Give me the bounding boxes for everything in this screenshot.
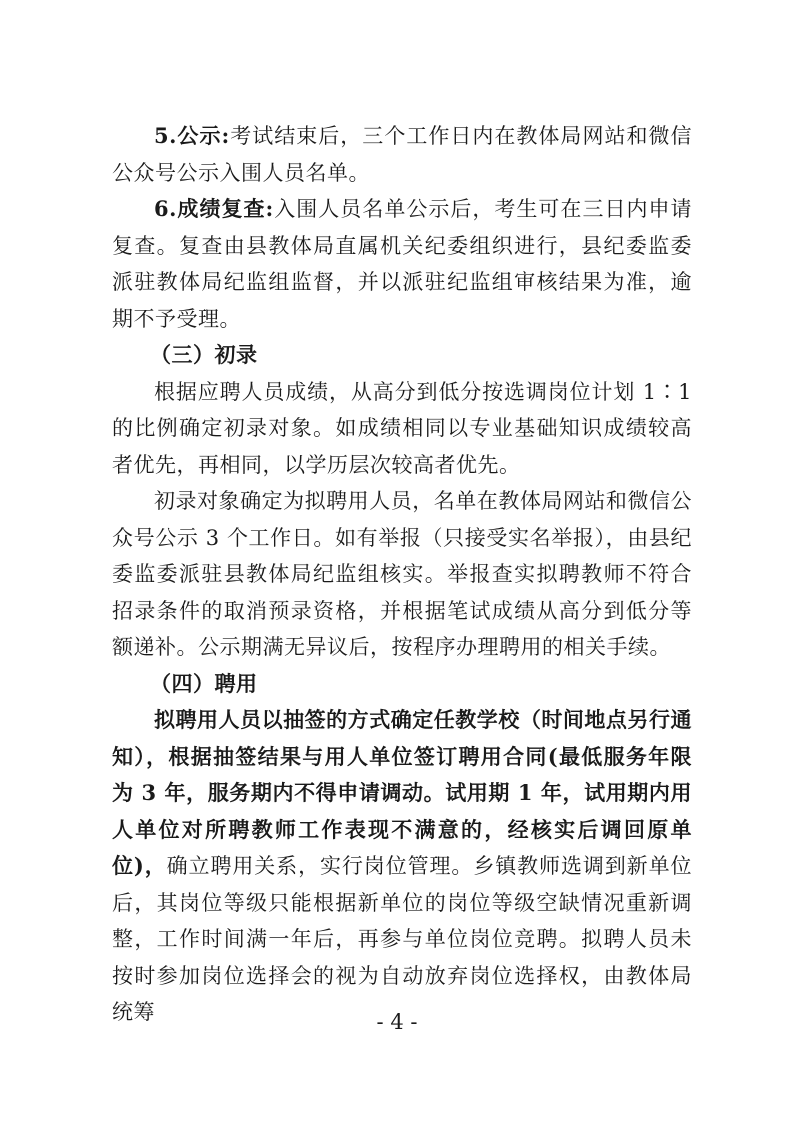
paragraph-employment bbox=[112, 702, 692, 1031]
document-body bbox=[112, 118, 692, 1031]
paragraph-preliminary-1: 根据应聘人员成绩，从高分到低分按选调岗位计划 1∶1 的比例确定初录对象。如成绩相同以专业基础知识成绩较高者优先，再相同，以学历层次较高者优先。 bbox=[112, 379, 692, 477]
item-5-text: 考试结束后，三个工作日内在教体局网站和微信公众号公示入围人员名单。 bbox=[112, 124, 692, 185]
paragraph-publicity bbox=[112, 118, 692, 191]
heading-employment: （四）聘用 bbox=[150, 670, 258, 696]
item-6-text: 入围人员名单公示后，考生可在三日内申请复查。复查由县教体局直属机关纪委组织进行，县纪委监委派驻教体局纪监组监督，并以派驻纪监组审核结果为准，逾期不予受理。 bbox=[112, 197, 692, 331]
employment-bold-text: 拟聘用人员以抽签的方式确定任教学校（时间地点另行通知），根据抽签结果与用人单位签订聘用合同(最低服务年限为 3 年，服务期内不得申请调动。试用期 1 年，试用期内用人单位对所聘教师工作表现不满意的，经核实后调回原单位)， bbox=[112, 707, 692, 878]
page-number: - 4 - bbox=[376, 1010, 418, 1034]
paragraph-score-review bbox=[112, 191, 692, 337]
item-6-lead: 6.成绩复查: bbox=[154, 196, 274, 221]
paragraph-preliminary-2: 初录对象确定为拟聘用人员，名单在教体局网站和微信公众号公示 3 个工作日。如有举报（只接受实名举报），由县纪委监委派驻县教体局纪监组核实。举报查实拟聘教师不符合招录条件的取消预录资格，并根据笔试成绩从高分到低分等额递补。公示期满无异议后，按程序办理聘用的相关手续。 bbox=[112, 489, 692, 659]
employment-normal-text: 确立聘用关系，实行岗位管理。乡镇教师选调到新单位后，其岗位等级只能根据新单位的岗位等级空缺情况重新调整，工作时间满一年后，再参与单位岗位竞聘。拟聘人员未按时参加岗位选择会的视为自动放弃岗位选择权，由教体局统筹 bbox=[112, 854, 692, 1024]
item-5-lead: 5.公示: bbox=[154, 123, 230, 148]
heading-preliminary-admission: （三）初录 bbox=[150, 342, 258, 367]
